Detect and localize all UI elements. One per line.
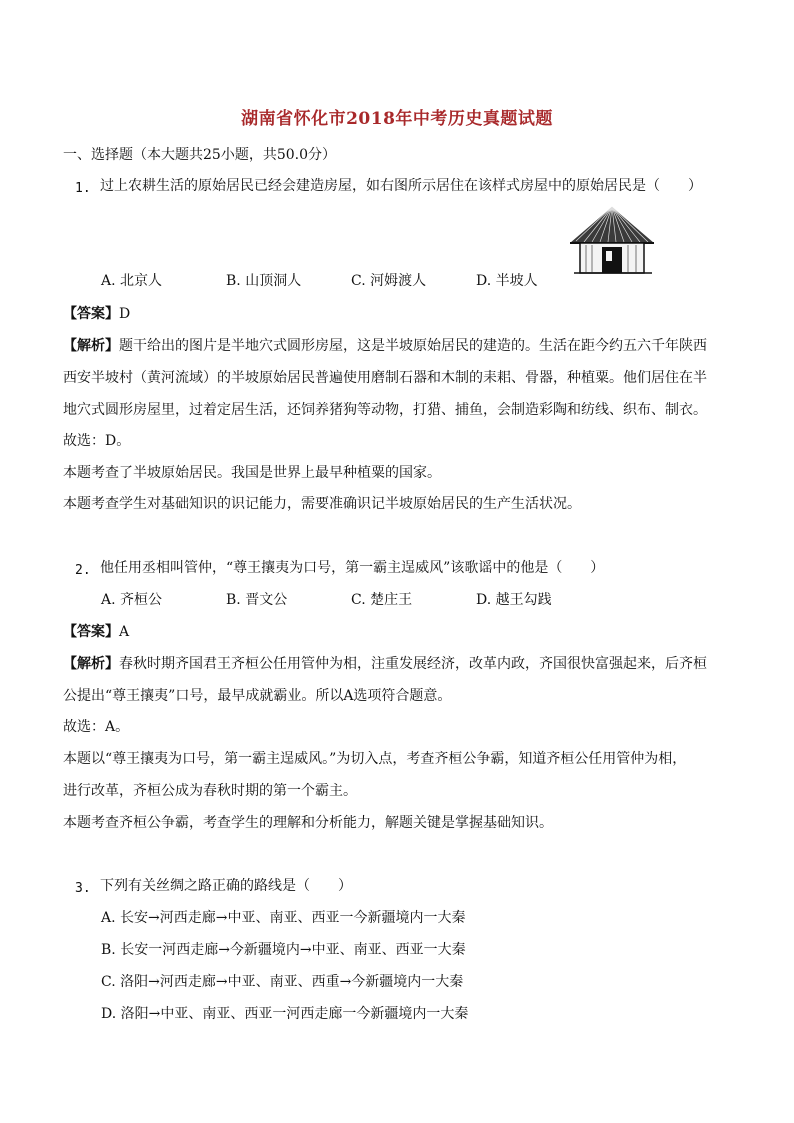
analysis-tag: 【解析】 [63, 338, 119, 354]
question-1-analysis-line-3: 地穴式圆形房屋里，过着定居生活，还饲养猪狗等动物，打猎、捕鱼，会制造彩陶和纺线、织布、制衣。 [63, 402, 707, 418]
question-3-number: 3. [75, 881, 91, 896]
question-2-analysis-line-1 [63, 655, 707, 673]
question-2-analysis-line-6: 本题考查齐桓公争霸，考查学生的理解和分析能力，解题关键是掌握基础知识。 [63, 815, 553, 831]
question-3-option-a: A. 长安→河西走廊→中亚、南亚、西亚一今新疆境内一大秦 [101, 910, 466, 926]
question-1-analysis-line-1 [63, 337, 707, 355]
question-1-analysis-line-4: 故选：D。 [63, 433, 131, 449]
answer-tag: 【答案】 [63, 624, 119, 640]
analysis-text: 春秋时期齐国君王齐桓公任用管仲为相，注重发展经济，改革内政，齐国很快富强起来，后齐桓 [119, 656, 707, 672]
question-2-analysis-line-4: 本题以“尊王攘夷为口号，第一霸主逞威风。”为切入点，考查齐桓公争霸，知道齐桓公任用管仲为相， [63, 751, 687, 767]
question-2-answer-row [63, 623, 129, 641]
question-1-stem: 过上农耕生活的原始居民已经会建造房屋，如右图所示居住在该样式房屋中的原始居民是（ ） [100, 178, 702, 194]
answer-value: A [119, 624, 130, 640]
answer-value: D [119, 306, 131, 322]
question-2-option-a: A. 齐桓公 [101, 592, 163, 608]
question-3-option-d: D. 洛阳→中亚、南亚、西亚一河西走廊一今新疆境内一大秦 [101, 1006, 469, 1022]
question-1-option-c: C. 河姆渡人 [351, 273, 427, 289]
question-1-analysis-line-5: 本题考查了半坡原始居民。我国是世界上最早种植粟的国家。 [63, 465, 441, 481]
section-heading: 一、选择题（本大题共25小题，共50.0分） [63, 147, 336, 163]
question-2-stem: 他任用丞相叫管仲，“尊王攘夷为口号，第一霸主逞威风”该歌谣中的他是（ ） [100, 560, 605, 576]
question-2-option-b: B. 晋文公 [226, 592, 288, 608]
question-1-number: 1. [75, 181, 91, 196]
question-2-analysis-line-2: 公提出“尊王攘夷”口号，最早成就霸业。所以A选项符合题意。 [63, 688, 452, 704]
question-1-answer-row [63, 305, 130, 323]
question-2-analysis-line-3: 故选：A。 [63, 719, 130, 735]
question-3-option-c: C. 洛阳→河西走廊→中亚、南亚、西重→今新疆境内一大秦 [101, 974, 464, 990]
question-1-analysis-line-2: 西安半坡村（黄河流域）的半坡原始居民普遍使用磨制石器和木制的耒耜、骨器，种植粟。他们居住在半 [63, 370, 707, 386]
question-3-stem: 下列有关丝绸之路正确的路线是（ ） [100, 878, 352, 894]
question-1-option-b: B. 山顶洞人 [226, 273, 302, 289]
page-title: 湖南省怀化市2018年中考历史真题试题 [241, 109, 553, 129]
pit-dwelling-hut-image [566, 205, 658, 277]
analysis-text: 题干给出的图片是半地穴式圆形房屋，这是半坡原始居民的建造的。生活在距今约五六千年陕西 [119, 338, 707, 354]
question-1-option-a: A. 北京人 [101, 273, 163, 289]
question-2-option-d: D. 越王勾践 [476, 592, 552, 608]
question-2-option-c: C. 楚庄王 [351, 592, 413, 608]
question-2-number: 2. [75, 563, 91, 578]
question-2-analysis-line-5: 进行改革，齐桓公成为春秋时期的第一个霸主。 [63, 783, 357, 799]
question-1-analysis-line-6: 本题考查学生对基础知识的识记能力，需要准确识记半坡原始居民的生产生活状况。 [63, 496, 581, 512]
analysis-tag: 【解析】 [63, 656, 119, 672]
question-1-option-d: D. 半坡人 [476, 273, 538, 289]
question-3-option-b: B. 长安一河西走廊→今新疆境内→中亚、南亚、西亚一大秦 [101, 942, 466, 958]
answer-tag: 【答案】 [63, 306, 119, 322]
